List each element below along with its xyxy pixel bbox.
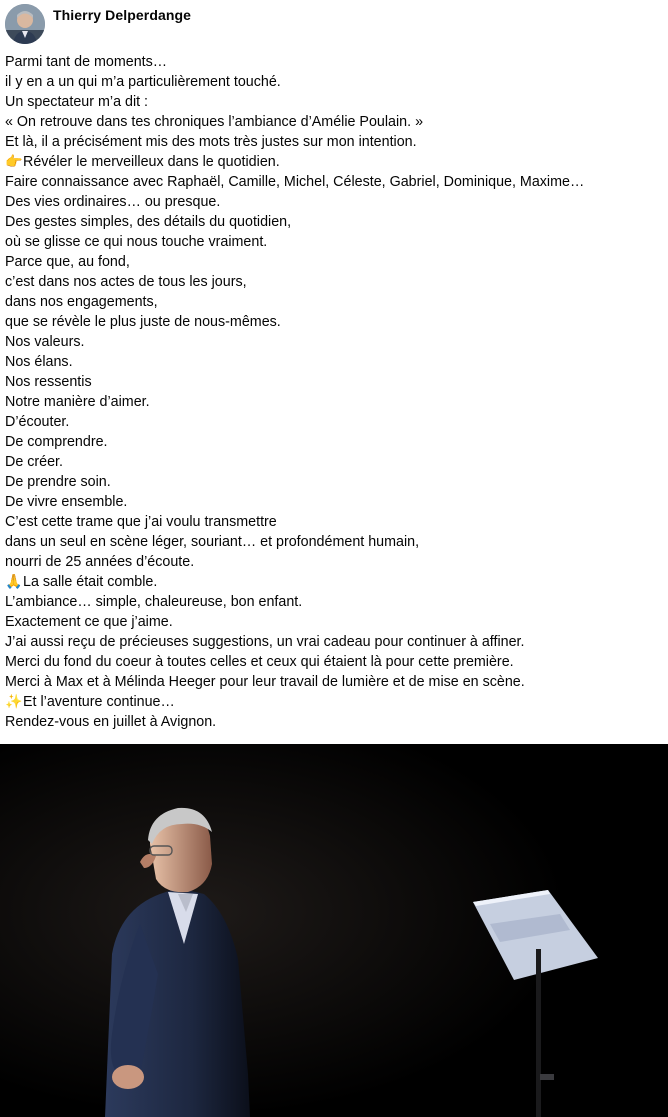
post-line: L’ambiance… simple, chaleureuse, bon enfant. — [5, 594, 303, 610]
post-line: Parce que, au fond, — [5, 254, 130, 270]
post-line: Des vies ordinaires… ou presque. — [5, 194, 221, 210]
post-text — [5, 52, 665, 732]
post-line: que se révèle le plus juste de nous-mêmes. — [5, 314, 281, 330]
post-line: De comprendre. — [5, 434, 108, 450]
pointing-finger-icon: 👉 — [5, 154, 23, 170]
post-line-with-emoji — [5, 152, 665, 172]
post-line: De vivre ensemble. — [5, 494, 128, 510]
post-line: Nos valeurs. — [5, 334, 85, 350]
stage-photo-icon — [0, 744, 668, 1117]
post-line: De créer. — [5, 454, 64, 470]
author-name[interactable]: Thierry Delperdange — [53, 7, 192, 23]
post-header — [5, 4, 191, 46]
post-line: nourri de 25 années d’écoute. — [5, 554, 195, 570]
sparkles-icon: ✨ — [5, 694, 23, 710]
post-line: Nos élans. — [5, 354, 73, 370]
praying-hands-icon: 🙏 — [5, 574, 23, 590]
post-line: Faire connaissance avec Raphaël, Camille, Michel, Céleste, Gabriel, Dominique, Maxime… — [5, 174, 585, 190]
post-photo[interactable] — [0, 744, 668, 1117]
post-line: Rendez-vous en juillet à Avignon. — [5, 714, 217, 730]
post-line: Notre manière d’aimer. — [5, 394, 150, 410]
post-line: où se glisse ce qui nous touche vraiment. — [5, 234, 268, 250]
post-line: c’est dans nos actes de tous les jours, — [5, 274, 247, 290]
post-line: dans un seul en scène léger, souriant… et profondément humain, — [5, 534, 420, 550]
post-line: Exactement ce que j’aime. — [5, 614, 173, 630]
post-line: Un spectateur m’a dit : — [5, 94, 149, 110]
post-line: Merci du fond du coeur à toutes celles et ceux qui étaient là pour cette première. — [5, 654, 514, 670]
post-line: Parmi tant de moments… — [5, 54, 168, 70]
post-line: Des gestes simples, des détails du quotidien, — [5, 214, 292, 230]
avatar-icon — [5, 4, 45, 44]
post-line-with-emoji — [5, 692, 665, 712]
post-line: Nos ressentis — [5, 374, 92, 390]
post-line-text: Et l’aventure continue… — [23, 694, 175, 710]
post-line-text: La salle était comble. — [23, 574, 158, 590]
post-line: J’ai aussi reçu de précieuses suggestions, un vrai cadeau pour continuer à affiner. — [5, 634, 525, 650]
post-line: il y en a un qui m’a particulièrement touché. — [5, 74, 281, 90]
post-line: dans nos engagements, — [5, 294, 158, 310]
author-avatar[interactable] — [5, 4, 45, 44]
post-line: D’écouter. — [5, 414, 70, 430]
post-line-text: Révéler le merveilleux dans le quotidien. — [23, 154, 280, 170]
post-line: De prendre soin. — [5, 474, 111, 490]
post-line: Et là, il a précisément mis des mots très justes sur mon intention. — [5, 134, 417, 150]
post-line: « On retrouve dans tes chroniques l’ambiance d’Amélie Poulain. » — [5, 114, 424, 130]
post-line: Merci à Max et à Mélinda Heeger pour leur travail de lumière et de mise en scène. — [5, 674, 525, 690]
post-line: C’est cette trame que j’ai voulu transmettre — [5, 514, 277, 530]
post-line-with-emoji — [5, 572, 665, 592]
